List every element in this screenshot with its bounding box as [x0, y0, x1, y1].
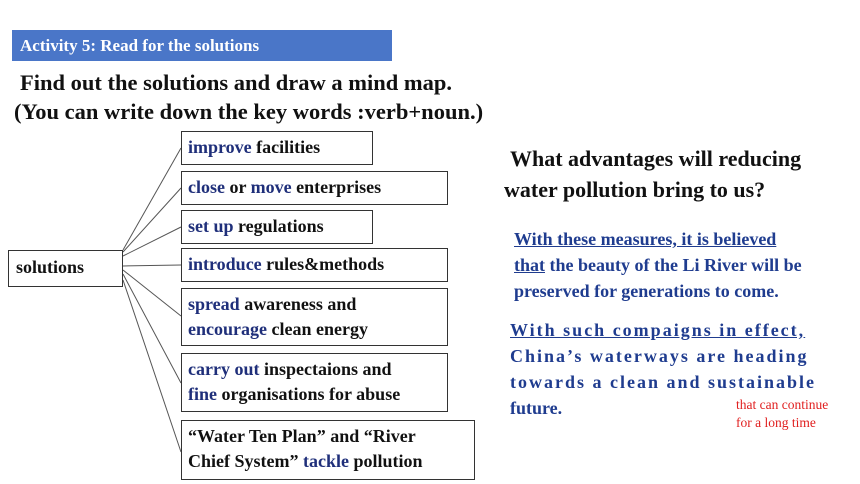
answer-2-line-4: future.	[510, 398, 563, 418]
plan-line-2b: pollution	[348, 451, 423, 471]
branch-improve-facilities	[181, 131, 373, 165]
mindmap-root-solutions: solutions	[8, 250, 123, 287]
verb: improve	[188, 137, 252, 157]
connector-4	[123, 265, 181, 266]
activity-title: Activity 5: Read for the solutions	[20, 36, 260, 55]
question-line-2: water pollution bring to us?	[504, 177, 766, 202]
branch-spread-awareness	[181, 288, 448, 346]
noun: inspectaions and	[259, 359, 392, 379]
noun: facilities	[251, 137, 321, 157]
answer-2-line-2: China’s waterways are heading	[510, 346, 809, 366]
branch-close-move-enterprises	[181, 171, 448, 205]
answer-1	[514, 226, 802, 304]
answer-2-line-3: towards a clean and sustainable	[510, 372, 817, 392]
connector-word: or	[224, 177, 251, 197]
verb: tackle	[303, 451, 349, 471]
branch-introduce-rules-methods	[181, 248, 448, 282]
plan-line-2a: Chief System”	[188, 451, 303, 471]
answer-1-that: that	[514, 255, 545, 275]
noun: awareness and	[239, 294, 357, 314]
red-annotation-note	[736, 396, 828, 432]
noun: regulations	[233, 216, 324, 236]
note-line-2: for a long time	[736, 415, 816, 430]
verb: close	[188, 177, 225, 197]
branch-carry-out-inspections	[181, 353, 448, 412]
noun: enterprises	[291, 177, 382, 197]
plan-line-1: “Water Ten Plan” and “River	[188, 426, 416, 446]
connector-3	[123, 227, 181, 256]
connector-5	[123, 270, 181, 316]
verb: fine	[188, 384, 217, 404]
answer-1-line-1: With these measures, it is believed	[514, 229, 777, 249]
instruction-line-2: (You can write down the key words :verb+noun.)	[14, 99, 484, 124]
verb: introduce	[188, 254, 262, 274]
question-line-1: What advantages will reducing	[510, 146, 802, 171]
connector-2	[123, 188, 181, 252]
noun: clean energy	[266, 319, 368, 339]
verb: spread	[188, 294, 240, 314]
instruction-line-1: Find out the solutions and draw a mind map.	[20, 70, 452, 95]
noun: rules&methods	[261, 254, 385, 274]
answer-2-line-1: With such compaigns in effect,	[510, 320, 806, 340]
verb: move	[250, 177, 292, 197]
verb: carry out	[188, 359, 260, 379]
noun: organisations for abuse	[217, 384, 401, 404]
verb: set up	[188, 216, 234, 236]
verb: encourage	[188, 319, 267, 339]
branch-water-ten-plan	[181, 420, 475, 480]
connector-1	[123, 148, 181, 250]
answer-1-line-3: preserved for generations to come.	[514, 281, 779, 301]
note-line-1: that can continue	[736, 397, 829, 412]
branch-set-up-regulations	[181, 210, 373, 244]
answer-1-line-2: the beauty of the Li River will be	[545, 255, 802, 275]
